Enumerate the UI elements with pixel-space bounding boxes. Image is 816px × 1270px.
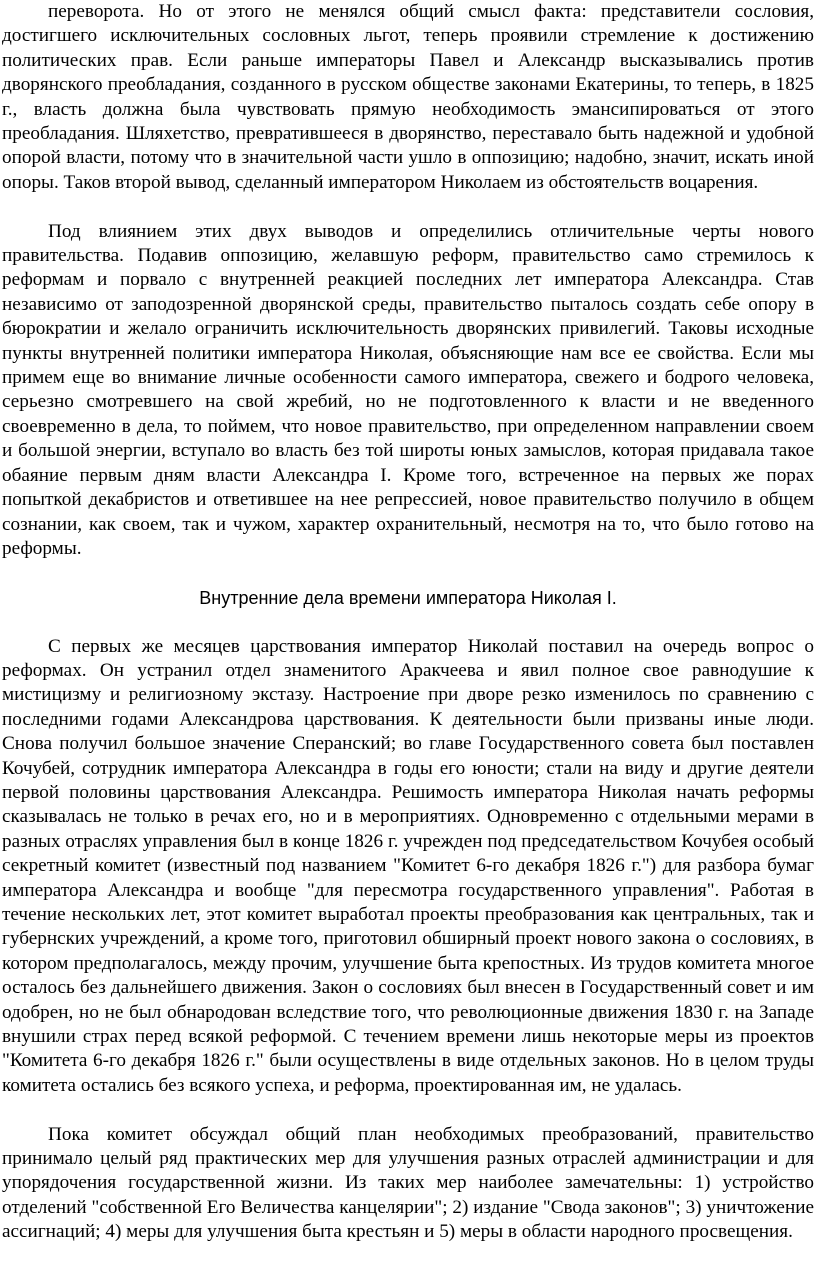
paragraph-gap	[2, 195, 814, 219]
paragraph-gap	[2, 1098, 814, 1122]
paragraph-gap	[2, 610, 814, 634]
section-heading: Внутренние дела времени императора Николая I.	[199, 587, 617, 608]
paragraph-gap	[2, 561, 814, 585]
paragraph-continuation: переворота. Но от этого не менялся общий смысл факта: представители сословия, достигшего исключительных сословных льгот, теперь проявили стремление к достижению политических прав. Если раньше императоры Павел и Александр высказывались против дворянского преобладания, созданного в русском обществе законами Екатерины, то теперь, в 1825 г., власть должна была чувствовать прямую необходимость эмансипироваться от этого преобладания. Шляхетство, превратившееся в дворянство, переставало быть надежной и удобной опорой власти, потому что в значительной части ушло в оппозицию; надобно, значит, искать иной опоры. Таков второй вывод, сделанный императором Николаем из обстоятельств воцарения.	[2, 1, 814, 193]
paragraph-reforms: С первых же месяцев царствования император Николай поставил на очередь вопрос о реформах. Он устранил отдел знаменитого Аракчеева и явил полное свое равнодушие к мистицизму и религиозному экстазу. Настроение при дворе резко изменилось по сравнению с последними годами Александрова царствования. К деятельности были призваны иные люди. Снова получил большое значение Сперанский; во главе Государственного совета был поставлен Кочубей, сотрудник императора Александра в годы его юности; стали на виду и другие деятели первой половины царствования Александра. Решимость императора Николая начать реформы сказывалась не только в речах его, но и в мероприятиях. Одновременно с отдельными мерами в разных отраслях управления был в конце 1826 г. учрежден под председательством Кочубея особый секретный комитет (известный под названием "Комитет 6-го декабря 1826 г.") для разбора бумаг императора Александра и вообще "для пересмотра государственного управления". Работая в течение нескольких лет, этот комитет выработал проекты преобразования как центральных, так и губернских учреждений, а кроме того, приготовил обширный проект нового закона о сословиях, в котором предполагалось, между прочим, улучшение быта крепостных. Из трудов комитета многое осталось без дальнейшего движения. Закон о сословиях был внесен в Государственный совет и им одобрен, но не был обнародован вследствие того, что революционные движения 1830 г. на Западе внушили страх перед всякой реформой. С течением времени лишь некоторые меры из проектов "Комитета 6-го декабря 1826 г." были осуществлены в виде отдельных законов. Но в целом труды комитета остались без всякого успеха, и реформа, проектированная им, не удалась.	[2, 635, 814, 1096]
paragraph-new-government: Под влиянием этих двух выводов и определились отличительные черты нового правительства. Подавив оппозицию, желавшую реформ, правительство само стремилось к реформам и порвало с внутренней реакцией последних лет императора Александра. Став независимо от заподозренной дворянской среды, правительство пыталось создать себе опору в бюрократии и желало ограничить исключительность дворянских привилегий. Таковы исходные пункты внутренней политики императора Николая, объясняющие нам все ее свойства. Если мы примем еще во внимание личные особенности самого императора, свежего и бодрого человека, серьезно смотревшего на свой жребий, но не подготовленного к власти и не введенного своевременно в дела, то поймем, что новое правительство, при определенном направлении своем и большой энергии, вступало во власть без той широты юных замыслов, которая придавала такое обаяние первым дням власти Александра I. Кроме того, встреченное на первых же порах попыткой декабристов и ответившее на нее репрессией, новое правительство получило в общем сознании, как своем, так и чужом, характер охранительный, несмотря на то, что было готово на реформы.	[2, 220, 814, 559]
paragraph-practical-measures: Пока комитет обсуждал общий план необходимых преобразований, правительство принимало целый ряд практических мер для улучшения разных отраслей администрации и для упорядочения государственной жизни. Из таких мер наиболее замечательны: 1) устройство отделений "собственной Его Величества канцелярии"; 2) издание "Свода законов"; 3) уничтожение ассигнаций; 4) меры для улучшения быта крестьян и 5) меры в области народного просвещения.	[2, 1123, 814, 1243]
